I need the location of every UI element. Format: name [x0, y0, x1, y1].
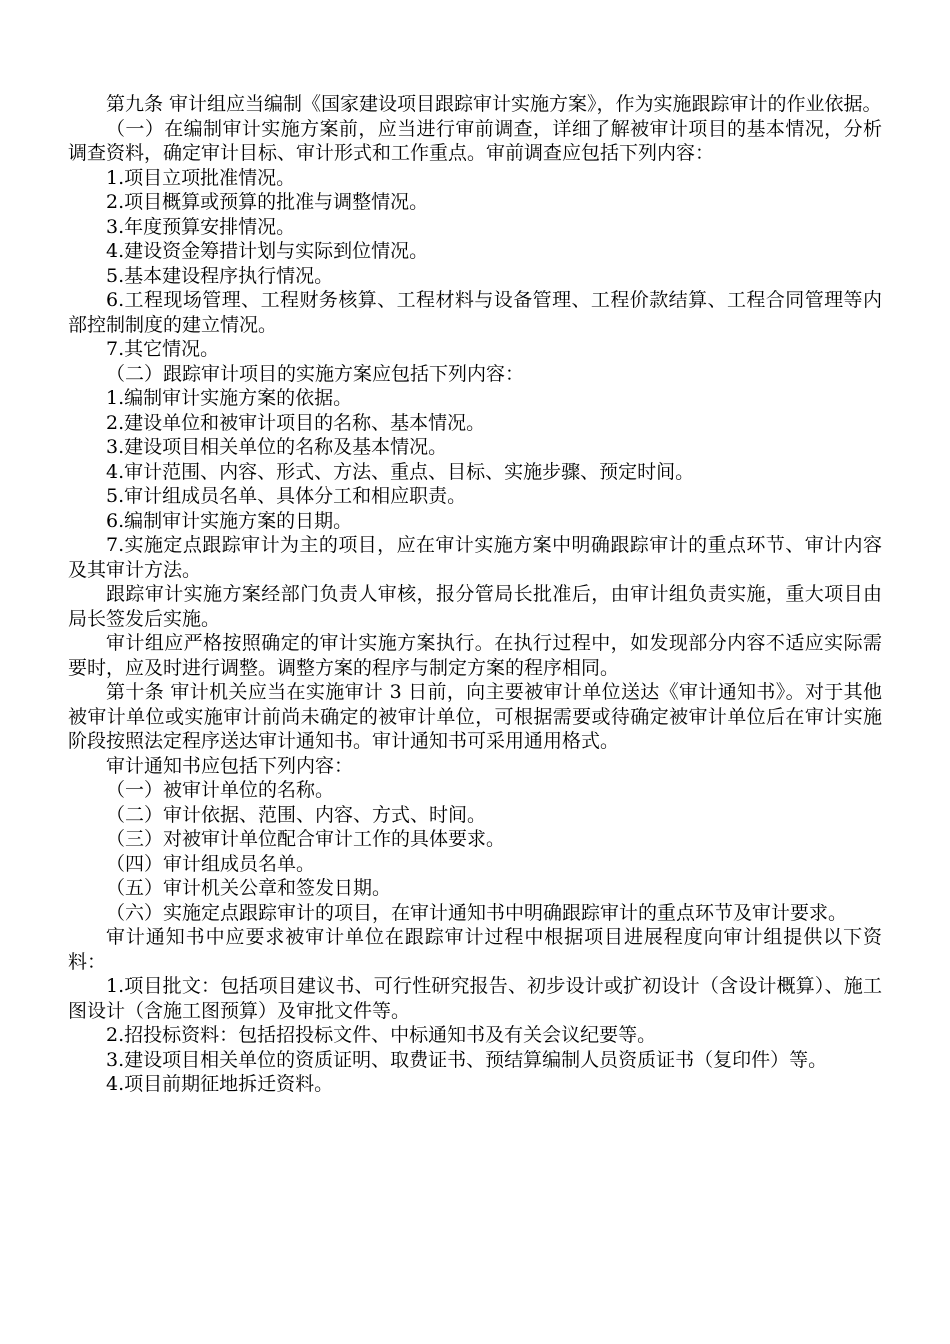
document-body — [68, 92, 882, 1097]
list-item: 4.建设资金筹措计划与实际到位情况。 — [106, 240, 429, 262]
list-item: 2.建设单位和被审计项目的名称、基本情况。 — [106, 411, 486, 434]
list-item: 1.编制审计实施方案的依据。 — [106, 387, 353, 409]
list-item: 3.建设项目相关单位的名称及基本情况。 — [106, 436, 448, 458]
list-item: 6.工程现场管理、工程财务核算、工程材料与设备管理、工程价款结算、工程合同管理等内部控制制度的建立情况。 — [68, 289, 882, 336]
list-item: 7.实施定点跟踪审计为主的项目，应在审计实施方案中明确跟踪审计的重点环节、审计内容及其审计方法。 — [68, 534, 882, 581]
list-item: 3.年度预算安排情况。 — [106, 215, 296, 238]
paragraph: 跟踪审计实施方案经部门负责人审核，报分管局长批准后，由审计组负责实施，重大项目由局长签发后实施。 — [68, 583, 882, 630]
list-item: （六）实施定点跟踪审计的项目，在审计通知书中明确跟踪审计的重点环节及审计要求。 — [106, 901, 848, 924]
list-item: 2.招投标资料：包括招投标文件、中标通知书及有关会议纪要等。 — [106, 1024, 657, 1046]
list-item: 1.项目批文：包括项目建议书、可行性研究报告、初步设计或扩初设计（含设计概算）、施工图设计（含施工图预算）及审批文件等。 — [68, 975, 882, 1022]
list-item: 2.项目概算或预算的批准与调整情况。 — [106, 191, 429, 213]
list-item: 4.审计范围、内容、形式、方法、重点、目标、实施步骤、预定时间。 — [106, 460, 695, 483]
list-item: 3.建设项目相关单位的资质证明、取费证书、预结算编制人员资质证书（复印件）等。 — [106, 1048, 828, 1071]
list-item: （四）审计组成员名单。 — [106, 852, 316, 875]
paragraph-article-9: 第九条 审计组应当编制《国家建设项目跟踪审计实施方案》，作为实施跟踪审计的作业依据。 — [106, 93, 882, 115]
paragraph: 审计通知书应包括下列内容： — [106, 754, 354, 777]
list-item: （三）对被审计单位配合审计工作的具体要求。 — [106, 828, 506, 850]
list-item: 6.编制审计实施方案的日期。 — [106, 509, 353, 532]
paragraph-section-2: （二）跟踪审计项目的实施方案应包括下列内容： — [106, 362, 525, 385]
paragraph-section-1: （一）在编制审计实施方案前，应当进行审前调查，详细了解被审计项目的基本情况，分析调查资料，确定审计目标、审计形式和工作重点。审前调查应包括下列内容： — [68, 117, 882, 164]
list-item: 7.其它情况。 — [106, 338, 220, 360]
list-item: 5.审计组成员名单、具体分工和相应职责。 — [106, 485, 467, 507]
paragraph: 审计组应严格按照确定的审计实施方案执行。在执行过程中，如发现部分内容不适应实际需要时，应及时进行调整。调整方案的程序与制定方案的程序相同。 — [68, 632, 882, 679]
list-item: 5.基本建设程序执行情况。 — [106, 264, 334, 287]
list-item: （二）审计依据、范围、内容、方式、时间。 — [106, 803, 487, 826]
paragraph: 审计通知书中应要求被审计单位在跟踪审计过程中根据项目进展程度向审计组提供以下资料： — [68, 926, 882, 973]
list-item: 4.项目前期征地拆迁资料。 — [106, 1073, 334, 1095]
list-item: （五）审计机关公章和签发日期。 — [106, 877, 392, 899]
list-item: （一）被审计单位的名称。 — [106, 779, 335, 801]
list-item: 1.项目立项批准情况。 — [106, 166, 296, 189]
paragraph-article-10: 第十条 审计机关应当在实施审计 3 日前，向主要被审计单位送达《审计通知书》。对于其他被审计单位或实施审计前尚未确定的被审计单位，可根据需要或待确定被审计单位后在审计实施阶段按照法定程序送达审计通知书。审计通知书可采用通用格式。 — [68, 681, 882, 752]
